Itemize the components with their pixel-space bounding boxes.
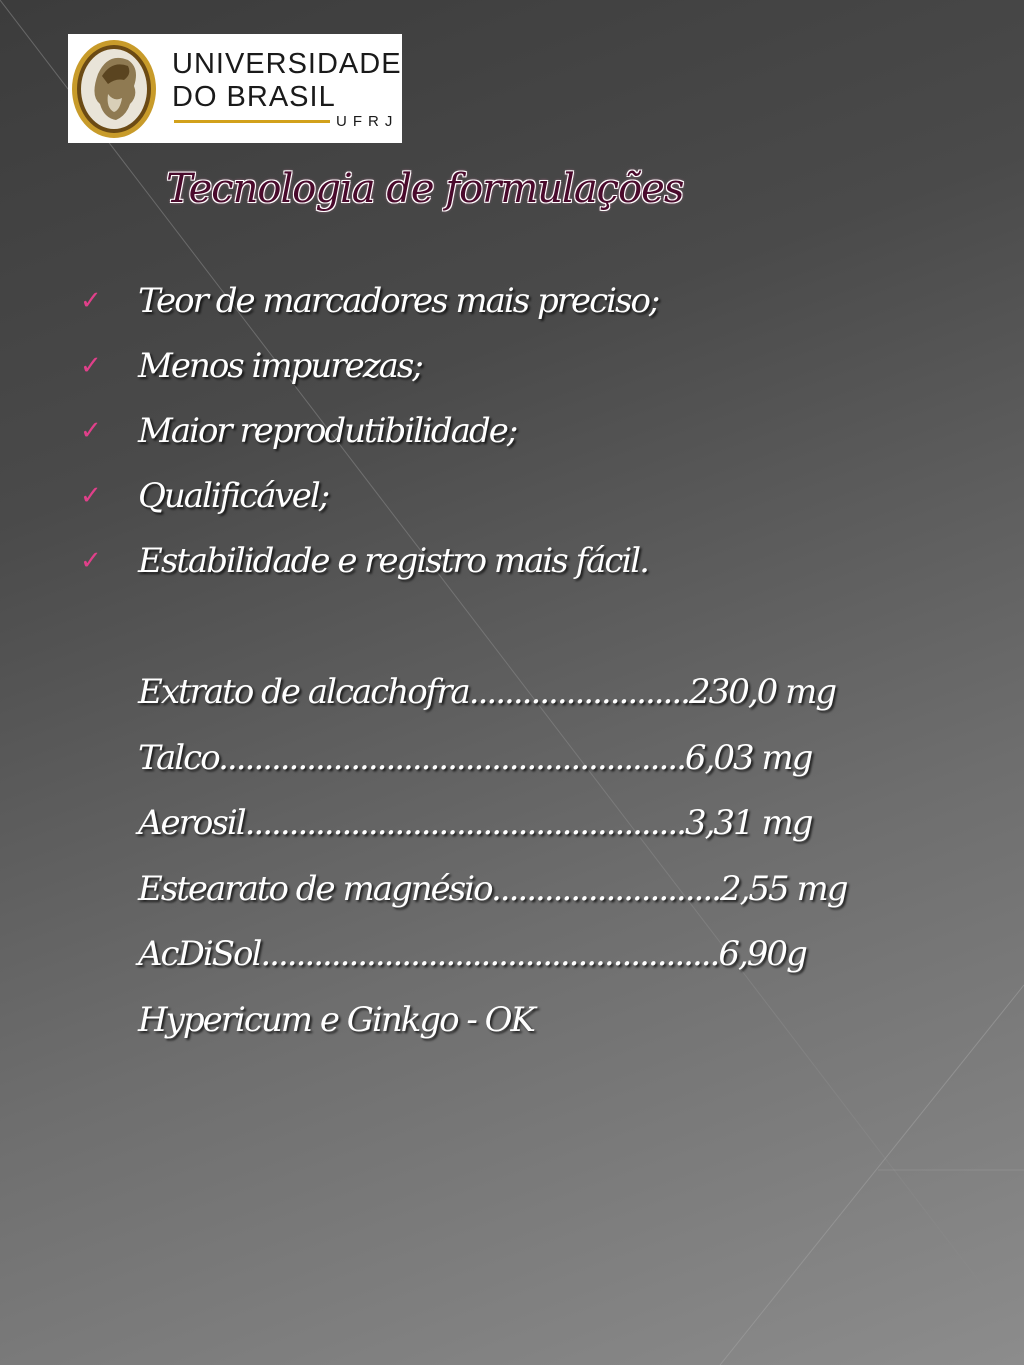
bullet-text: Estabilidade e registro mais fácil. (138, 540, 648, 581)
minerva-seal-icon (68, 34, 168, 143)
checkmark-icon: ✓ (80, 415, 102, 446)
bullet-item (80, 463, 658, 528)
bullet-text: Menos impurezas; (138, 345, 422, 386)
formulation-list (138, 660, 846, 1053)
bullet-item (80, 528, 658, 593)
bullet-item (80, 333, 658, 398)
checkmark-icon: ✓ (80, 480, 102, 511)
formulation-line: Estearato de magnésio..........................2,55 mg (138, 868, 847, 909)
formulation-line: Extrato de alcachofra.........................230,0 mg (138, 672, 836, 712)
checkmark-icon: ✓ (80, 350, 102, 381)
bullet-text: Qualificável; (138, 475, 329, 516)
formulation-line: Hypericum e Ginkgo - OK (138, 999, 534, 1040)
bullet-text: Teor de marcadores mais preciso; (138, 280, 659, 321)
logo-divider (174, 120, 330, 123)
checkmark-icon: ✓ (80, 285, 102, 316)
bullet-list (80, 268, 658, 593)
logo-abbreviation: UFRJ (336, 113, 399, 130)
logo-line-1: UNIVERSIDADE (172, 48, 402, 80)
bullet-item (80, 268, 658, 333)
slide-title: Tecnologia de formulações (166, 166, 684, 212)
checkmark-icon: ✓ (80, 545, 102, 576)
formulation-line: Talco.....................................................6,03 mg (138, 737, 812, 778)
bullet-item (80, 398, 658, 463)
university-logo (68, 34, 402, 143)
logo-line-2: DO BRASIL (172, 81, 336, 113)
formulation-line: Aerosil..................................................3,31 mg (138, 803, 812, 843)
bullet-text: Maior reprodutibilidade; (138, 410, 517, 451)
formulation-line: AcDiSol....................................................6,90g (138, 934, 806, 974)
